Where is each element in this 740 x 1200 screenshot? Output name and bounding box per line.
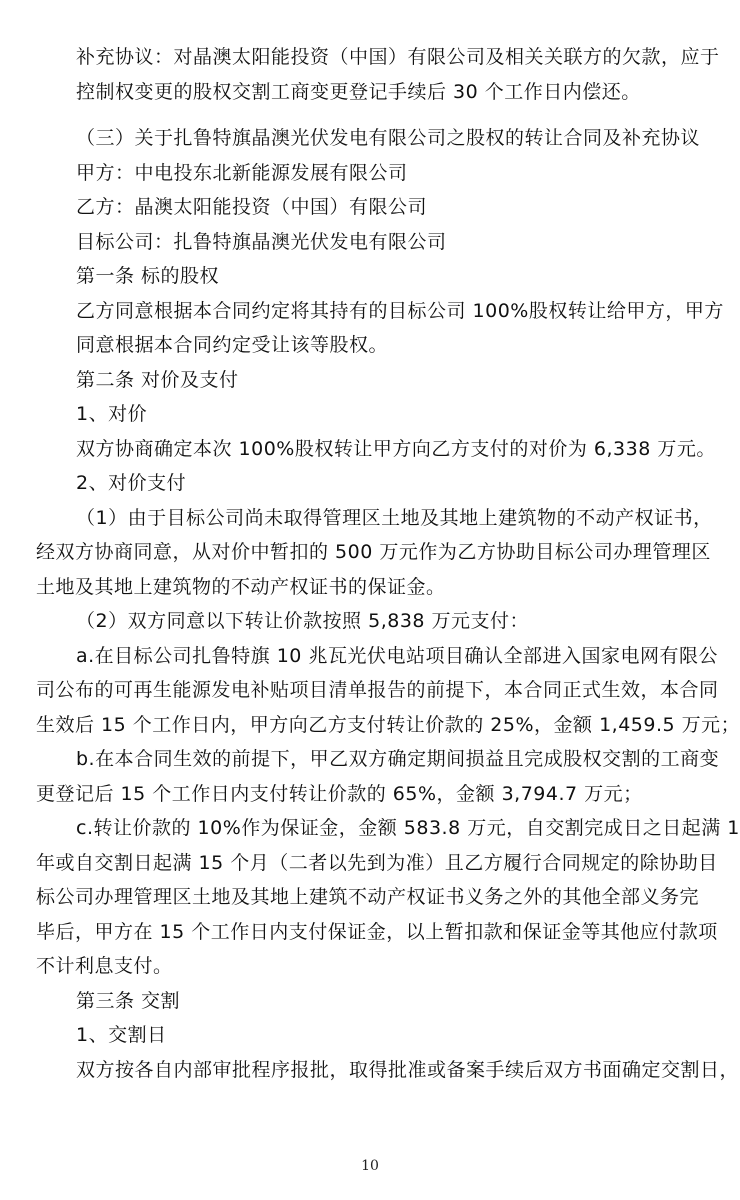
text-line: 补充协议：对晶澳太阳能投资（中国）有限公司及相关关联方的欠款，应于	[76, 46, 720, 68]
text-line: 同意根据本合同约定受让该等股权。	[76, 334, 389, 356]
text-line: 目标公司：扎鲁特旗晶澳光伏发电有限公司	[76, 230, 447, 253]
section-heading: （三）关于扎鲁特旗晶澳光伏发电有限公司之股权的转让合同及补充协议	[76, 127, 701, 149]
text-line: 1、对价	[76, 403, 148, 425]
text-line: 甲方：中电投东北新能源发展有限公司	[76, 161, 408, 184]
text-line: 毕后，甲方在 15 个工作日内支付保证金，以上暂扣款和保证金等其他应付款项	[36, 920, 718, 943]
article-heading: 第一条 标的股权	[76, 265, 220, 287]
text-line: 双方协商确定本次 100%股权转让甲方向乙方支付的对价为 6,338 万元。	[76, 437, 716, 460]
text-line: 更登记后 15 个工作日内支付转让价款的 65%，金额 3,794.7 万元；	[36, 782, 643, 805]
text-line: 双方按各自内部审批程序报批，取得批准或备案手续后双方书面确定交割日，	[76, 1058, 740, 1081]
text-line: 乙方同意根据本合同约定将其持有的目标公司 100%股权转让给甲方，甲方	[76, 299, 724, 322]
article-heading: 第二条 对价及支付	[76, 368, 239, 391]
document-body	[36, 40, 740, 1087]
text-line: （1）由于目标公司尚未取得管理区土地及其地上建筑物的不动产权证书，	[76, 506, 713, 529]
text-line: 乙方：晶澳太阳能投资（中国）有限公司	[76, 196, 428, 218]
text-line: 不计利息支付。	[36, 955, 173, 977]
text-line: b.在本合同生效的前提下，甲乙双方确定期间损益且完成股权交割的工商变	[76, 748, 720, 770]
text-line: （2）双方同意以下转让价款按照 5,838 万元支付：	[76, 610, 530, 632]
text-line: a.在目标公司扎鲁特旗 10 兆瓦光伏电站项目确认全部进入国家电网有限公	[76, 644, 718, 667]
text-line: c.转让价款的 10%作为保证金，金额 583.8 万元，自交割完成日之日起满 1	[76, 817, 740, 839]
text-line: 控制权变更的股权交割工商变更登记手续后 30 个工作日内偿还。	[76, 80, 641, 103]
text-line: 标公司办理管理区土地及其地上建筑不动产权证书义务之外的其他全部义务完	[36, 886, 700, 908]
page-number: 10	[361, 1158, 379, 1174]
paragraph-spacer	[76, 109, 716, 121]
text-line: 经双方协商同意，从对价中暂扣的 500 万元作为乙方协助目标公司办理管理区	[36, 541, 711, 563]
text-line: 年或自交割日起满 15 个月（二者以先到为准）且乙方履行合同规定的除协助目	[36, 851, 718, 874]
text-line: 1、交割日	[76, 1024, 167, 1046]
text-line: 土地及其地上建筑物的不动产权证书的保证金。	[36, 575, 446, 598]
text-line: 司公布的可再生能源发电补贴项目清单报告的前提下，本合同正式生效，本合同	[36, 679, 719, 701]
text-line: 生效后 15 个工作日内，甲方向乙方支付转让价款的 25%，金额 1,459.5 万元；	[36, 713, 740, 736]
text-line: 2、对价支付	[76, 472, 187, 494]
article-heading: 第三条 交割	[76, 989, 181, 1012]
